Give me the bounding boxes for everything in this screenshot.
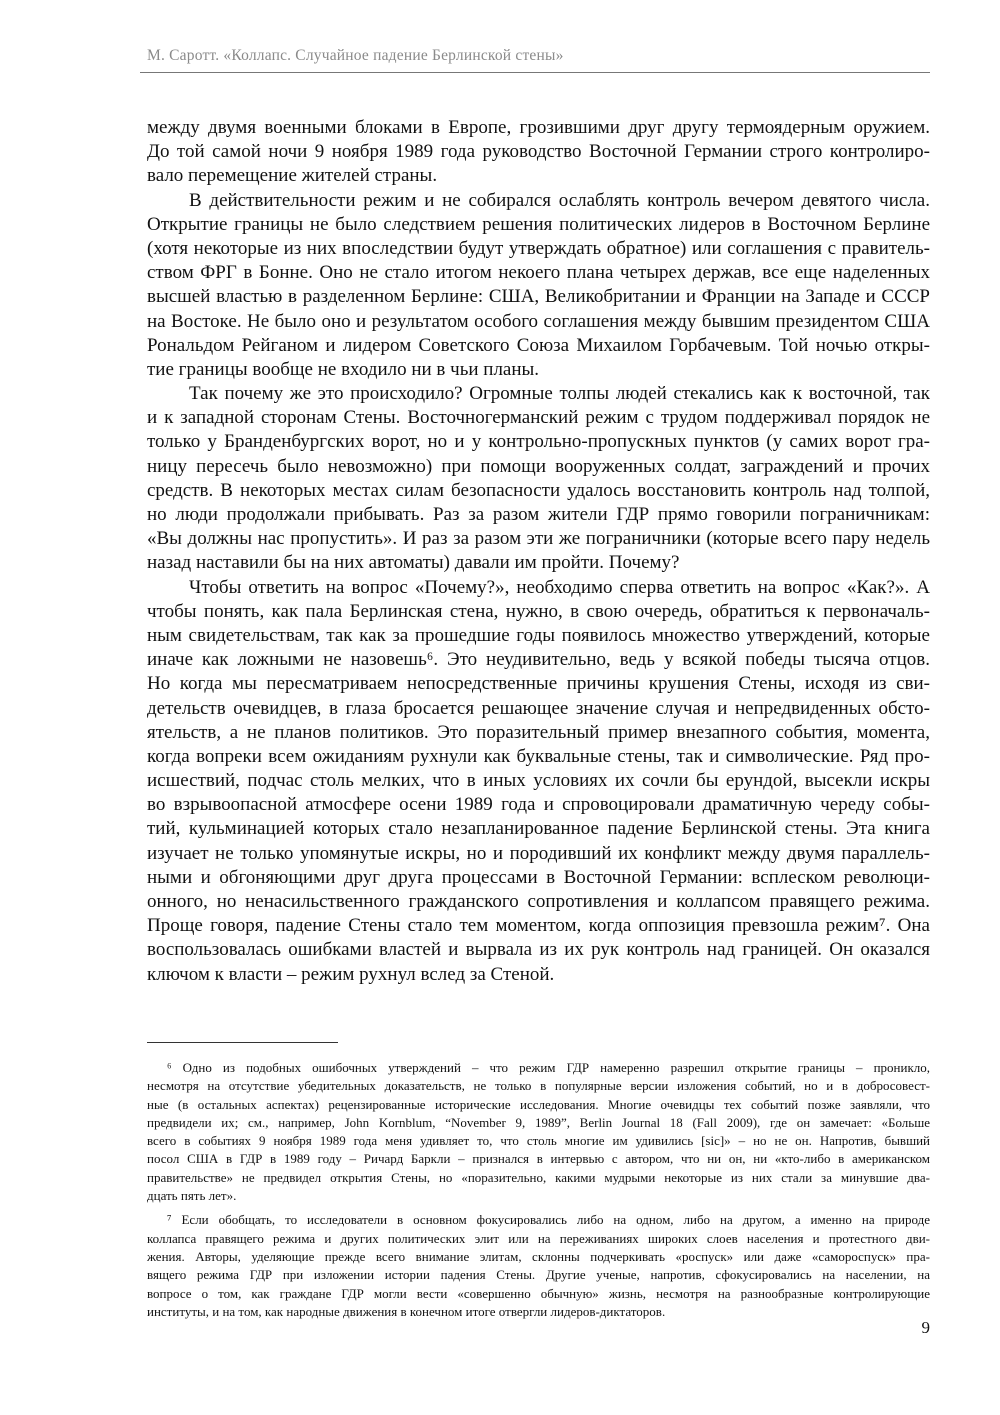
header-divider [140, 72, 930, 73]
text-line: иначе как ложными не назовешь⁶. Это неудивительно, ведь у всякой победы тысяча отцов. [147, 649, 930, 671]
footnote-line: жения. Авторы, уделяющие прежде всего внимание элитам, склонны подчеркивать «роспуск» или даже «самороспуск» пра- [147, 1248, 930, 1264]
page-number: 9 [921, 1318, 930, 1337]
text-line: В действительности режим и не собирался ослаблять контроль вечером девятого числа. [189, 189, 930, 211]
footnote-line: институты, и на том, как народные движения в конечном итоге отвергли лидеров-диктаторов. [147, 1303, 666, 1319]
text-line: детельств очевидцев, в глаза бросается решающее значение случая и непредвиденных обсто- [147, 697, 930, 719]
text-line: воспользовалась ошибками властей и вырвала из их рук контроль над границей. Он оказался [147, 939, 930, 961]
text-line: онного, но ненасильственного гражданского сопротивления и коллапсом правящего режима. [147, 891, 930, 912]
footnote-divider [147, 1042, 338, 1043]
text-line: изучает не только упомянутые искры, но и породивший их конфликт между двумя параллель- [147, 842, 930, 864]
text-line: назад наставили бы на них автоматы) давали им пройти. Почему? [147, 552, 680, 574]
footnote-line: вопросе о том, как граждане ГДР могли вести «совершенно обычную» жизнь, несмотря на разнообразные контролирующие [147, 1285, 930, 1301]
footnote-line: несмотря на отсутствие убедительных доказательств, не только в популярные версии изложения событий, но и в добросовест- [147, 1078, 930, 1094]
text-line: высшей властью в разделенном Берлине: США, Великобритании и Франции на Западе и СССР [147, 286, 930, 308]
text-line: «Вы должны нас пропустить». И раз за разом эти же пограничники (которые всего пару недель [147, 528, 930, 550]
footnote-line: всего в событиях 9 ноября 1989 года меня удивляет то, что столь многие им удивились [sic]» – но не он. Напротив, бывший [147, 1133, 930, 1149]
text-line: Проще говоря, падение Стены стало тем моментом, когда оппозиция превзошла режим⁷. Она [147, 915, 930, 937]
footnote [147, 1059, 930, 1205]
text-line: только у Бранденбургских ворот, но и у контрольно-пропускных пунктов (у самих ворот гра- [147, 431, 930, 453]
paragraph [147, 189, 930, 383]
footnote-line: коллапса правящего режима и других политических элит или на переживаниях широких слоев населения и протестного дви- [147, 1230, 930, 1246]
text-line: Но когда мы пересматриваем непосредственные причины крушения Стены, исходя из сви- [147, 673, 930, 695]
text-line: ницу пересечь было невозможно) при помощи вооруженных солдат, заграждений и прочих [147, 455, 930, 477]
footnote-line: ные (в остальных аспектах) рецензированные исторические исследования. Многие очевидцы тех событий позже заявляли, что [147, 1096, 930, 1112]
text-line: Открытие границы не было следствием решения политических лидеров в Восточном Берлине [147, 213, 930, 235]
running-header: М. Саротт. «Коллапс. Случайное падение Берлинской стены» [147, 47, 564, 64]
text-line: Рональдом Рейганом и лидером Советского Союза Михаилом Горбачевым. Той ночью откры- [147, 334, 930, 356]
paragraph [147, 116, 930, 189]
text-line: на Востоке. Не было оно и результатом особого соглашения между бывшим президентом США [147, 310, 930, 332]
text-line: между двумя военными блоками в Европе, грозившими друг другу термоядерным оружием. [147, 117, 930, 138]
text-line: во взрывоопасной атмосфере осени 1989 года и спровоцировали драматичную череду собы- [147, 794, 930, 816]
paragraph [147, 576, 930, 987]
footnote-line: дцать пять лет». [147, 1188, 237, 1204]
text-line: средств. В некоторых местах силам безопасности удалось восстановить контроль над толпой, [147, 479, 930, 501]
paragraph [147, 382, 930, 576]
text-line: (хотя некоторые из них впоследствии будут утверждать обратное) или соглашения с правитель- [147, 237, 930, 259]
text-line: ным свидетельствам, так как за прошедшие годы появилось множество утверждений, которые [147, 624, 930, 646]
footnote-line: ⁶ Одно из подобных ошибочных утверждений – что режим ГДР намеренно разрешил открытие границы – проникло, [167, 1060, 930, 1075]
text-line: ством ФРГ в Бонне. Оно не стало итогом некоего плана четырех держав, все еще наделенных [147, 262, 930, 284]
text-line: тие границы вообще не входило ни в чьи планы. [147, 358, 540, 380]
footnote-line: посол США в ГДР в 1989 году – Ричард Баркли – признался в интервью с автором, что ни он, ни «кто-либо в американском [147, 1151, 930, 1167]
text-line: и к западной сторонам Стены. Восточногерманский режим с трудом поддерживал порядок не [147, 407, 930, 429]
footnote-line: предвидели их; см., например, John Kornblum, “November 9, 1989”, Berlin Journal 18 (Fall 2009), где он замечает: «Больше [147, 1114, 930, 1130]
footnote [147, 1211, 930, 1321]
footnotes [147, 1059, 930, 1321]
footnote-line: вящего режима ГДР при изложении истории падения Стены. Другие ученые, напротив, сфокусировались на населении, на [147, 1267, 930, 1283]
text-line: ными и обгоняющими друг друга процессами в Восточной Германии: всплеском революци- [147, 866, 930, 888]
main-text [147, 116, 930, 987]
text-line: чтобы понять, как пала Берлинская стена, нужно, в свою очередь, обратиться к первоначаль- [147, 600, 930, 622]
text-line: Так почему же это происходило? Огромные толпы людей стекались как к восточной, так [189, 383, 930, 405]
text-line: Чтобы ответить на вопрос «Почему?», необходимо сперва ответить на вопрос «Как?». А [189, 576, 930, 598]
text-line: исшествий, подчас столь мелких, что в иных условиях их сочли бы ерундой, высекли искры [147, 770, 930, 792]
text-line: ятельств, а не планов политиков. Это поразительный пример внезапного события, момента, [147, 721, 930, 743]
text-line: ключом к власти – режим рухнул вслед за Стеной. [147, 963, 555, 985]
text-line: тий, кульминацией которых стало незапланированное падение Берлинской стены. Эта книга [147, 818, 930, 840]
footnote-line: правительстве» не предвидел открытия Стены, но «поразительно, какими мудрыми некоторые из них стали за минувшие два- [147, 1169, 930, 1185]
text-line: когда вопреки всем ожиданиям рухнули как буквальные стены, так и символические. Ряд про- [147, 745, 930, 767]
text-line: но люди продолжали прибывать. Раз за разом жители ГДР прямо говорили пограничникам: [147, 504, 930, 525]
text-line: До той самой ночи 9 ноября 1989 года руководство Восточной Германии строго контролиро- [147, 141, 930, 163]
text-line: вало перемещение жителей страны. [147, 165, 438, 187]
footnote-line: ⁷ Если обобщать, то исследователи в основном фокусировались либо на одном, либо на другом, а именно на природе [167, 1212, 930, 1228]
